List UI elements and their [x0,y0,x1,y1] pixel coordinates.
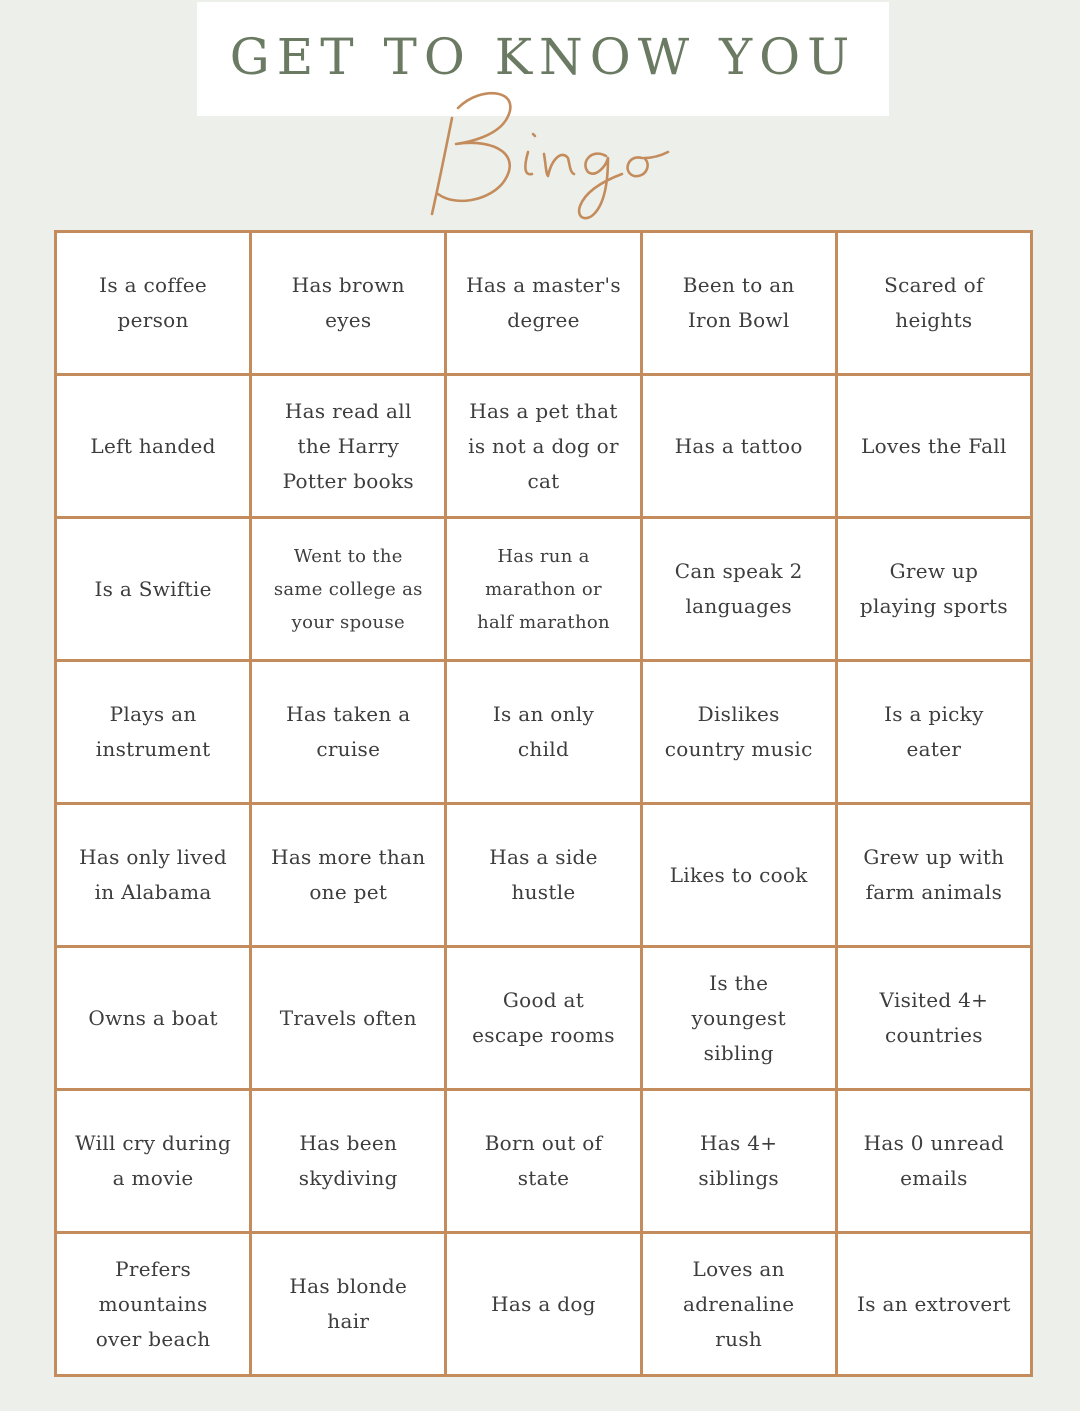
bingo-cell-label: Has taken a cruise [286,702,411,761]
bingo-cell[interactable] [57,519,249,659]
bingo-cell-label: Has a tattoo [674,433,803,458]
bingo-cell[interactable] [252,376,444,516]
bingo-cell[interactable] [838,805,1030,945]
bingo-cell[interactable] [447,376,639,516]
bingo-cell[interactable] [447,805,639,945]
bingo-cell-label: Dislikes country music [664,702,813,761]
bingo-cell-label: Will cry during a movie [75,1131,232,1190]
bingo-cell-label: Is a picky eater [884,702,984,761]
bingo-cell-label: Has more than one pet [271,845,426,904]
bingo-cell-label: Plays an instrument [95,702,211,761]
bingo-cell[interactable] [447,948,639,1088]
bingo-cell-label: Went to the same college as your spouse [273,545,423,633]
bingo-cell[interactable] [252,948,444,1088]
bingo-cell[interactable] [643,1091,835,1231]
bingo-cell-label: Is an extrovert [857,1291,1011,1316]
bingo-cell-label: Has a pet that is not a dog or cat [468,398,619,493]
bingo-cell-label: Prefers mountains over beach [95,1256,211,1351]
bingo-cell-label: Loves the Fall [861,433,1007,458]
bingo-cell[interactable] [643,376,835,516]
bingo-cell-label: Has run a marathon or half marathon [477,545,610,633]
bingo-cell[interactable] [57,376,249,516]
bingo-cell[interactable] [447,233,639,373]
bingo-cell-label: Has a side hustle [489,845,598,904]
bingo-cell[interactable] [838,662,1030,802]
script-title-bingo [400,78,690,228]
bingo-cell-label: Likes to cook [669,862,808,887]
bingo-cell[interactable] [643,662,835,802]
bingo-cell[interactable] [57,948,249,1088]
bingo-cell-label: Has brown eyes [291,273,405,332]
bingo-cell-label: Left handed [90,433,216,458]
bingo-cell[interactable] [252,1234,444,1374]
bingo-cell[interactable] [252,233,444,373]
bingo-cell-label: Has only lived in Alabama [79,845,228,904]
bingo-cell[interactable] [643,1234,835,1374]
bingo-cell-label: Can speak 2 languages [674,559,803,618]
bingo-cell[interactable] [252,662,444,802]
bingo-cell-label: Owns a boat [88,1005,218,1030]
bingo-cell-label: Been to an Iron Bowl [682,273,795,332]
bingo-cell-label: Is a coffee person [99,273,207,332]
bingo-cell[interactable] [252,519,444,659]
bingo-cell-label: Loves an adrenaline rush [682,1256,795,1351]
bingo-cell[interactable] [447,1091,639,1231]
bingo-cell[interactable] [643,519,835,659]
bingo-cell[interactable] [838,1234,1030,1374]
bingo-cell-label: Grew up with farm animals [863,845,1005,904]
bingo-cell[interactable] [57,805,249,945]
bingo-cell-label: Good at escape rooms [472,988,615,1047]
bingo-cell[interactable] [643,948,835,1088]
bingo-cell-label: Is a Swiftie [94,576,212,601]
bingo-cell-label: Has a dog [491,1291,596,1316]
bingo-cell[interactable] [838,376,1030,516]
bingo-lettering-icon [400,78,690,228]
bingo-cell[interactable] [57,662,249,802]
bingo-cell-label: Has been skydiving [298,1131,398,1190]
bingo-cell[interactable] [57,1091,249,1231]
bingo-cell[interactable] [643,233,835,373]
bingo-cell[interactable] [838,519,1030,659]
bingo-cell[interactable] [57,233,249,373]
bingo-cell[interactable] [643,805,835,945]
bingo-cell-label: Grew up playing sports [859,559,1008,618]
page-title: GET TO KNOW YOU [229,28,857,86]
bingo-cell[interactable] [447,662,639,802]
bingo-cell[interactable] [57,1234,249,1374]
bingo-cell[interactable] [838,1091,1030,1231]
bingo-cell[interactable] [252,1091,444,1231]
bingo-cell[interactable] [838,948,1030,1088]
bingo-grid [54,230,1033,1377]
bingo-cell-label: Is an only child [492,702,595,761]
bingo-cell-label: Has 0 unread emails [863,1131,1005,1190]
bingo-cell-label: Scared of heights [884,273,984,332]
bingo-cell-label: Has blonde hair [289,1274,408,1333]
bingo-cell-label: Has read all the Harry Potter books [282,398,414,493]
bingo-cell[interactable] [447,1234,639,1374]
bingo-cell-label: Visited 4+ countries [879,988,989,1047]
bingo-cell-label: Born out of state [484,1131,603,1190]
bingo-cell[interactable] [447,519,639,659]
bingo-cell[interactable] [838,233,1030,373]
bingo-cell-label: Has a master's degree [466,273,621,332]
bingo-cell-label: Travels often [279,1005,417,1030]
bingo-cell[interactable] [252,805,444,945]
bingo-cell-label: Is the youngest sibling [691,970,786,1065]
bingo-cell-label: Has 4+ siblings [698,1131,779,1190]
